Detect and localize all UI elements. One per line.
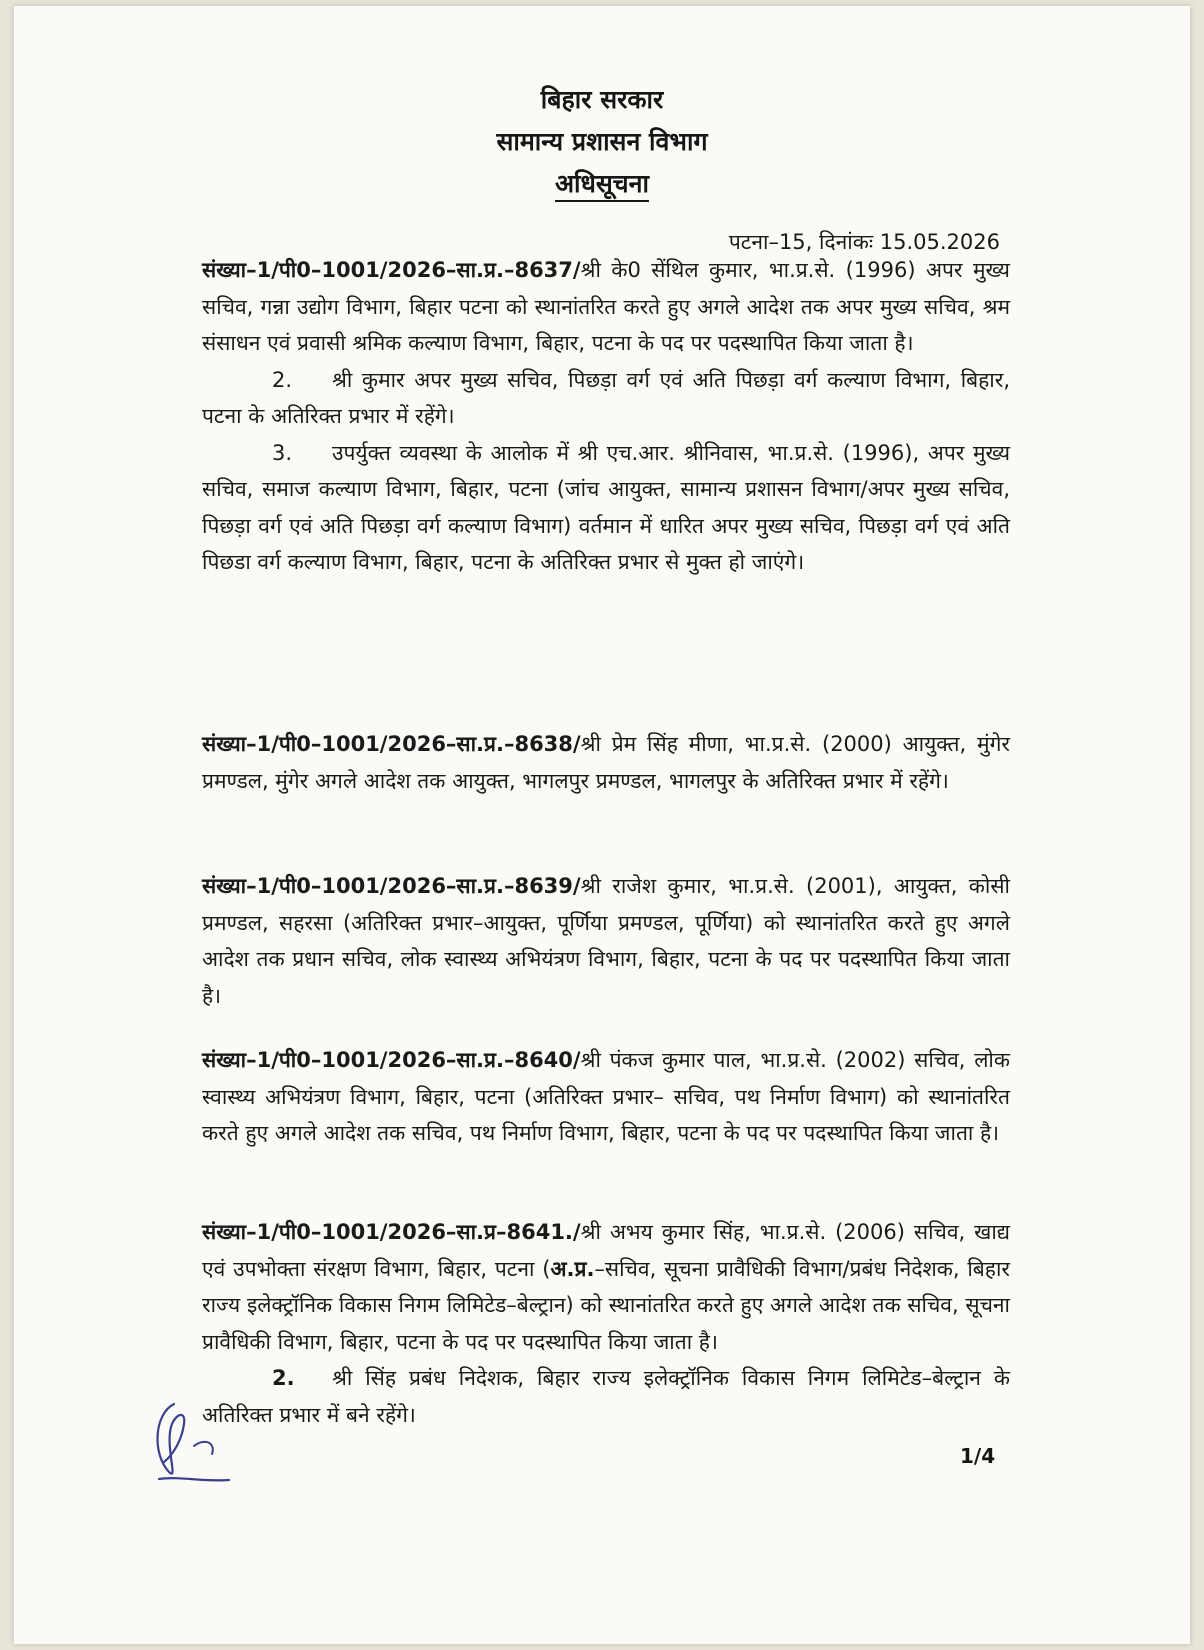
signature-mark bbox=[134, 1384, 244, 1494]
notification-title bbox=[14, 166, 1190, 200]
order-8640 bbox=[202, 1042, 1010, 1152]
order-reference: संख्या–1/पी0–1001/2026–सा.प्र.–8638/ bbox=[202, 732, 581, 756]
order-text: –सचिव, सूचना प्रावैधिकी विभाग/प्रबंध निदेशक, बिहार राज्य इलेक्ट्रॉनिक विकास निगम लिमिटेड–बेल्ट्रान) को स्थानांतरित करते हुए अगले आदेश तक सचिव, सूचना प्रावैधिकी विभाग, बिहार, पटना के पद पर पदस्थापित किया जाता है। bbox=[202, 1256, 1011, 1354]
order-paragraph bbox=[202, 1214, 1010, 1360]
sub-paragraph bbox=[202, 1360, 1010, 1433]
document-page bbox=[14, 6, 1190, 1644]
order-reference: संख्या–1/पी0–1001/2026–सा.प्र.–8640/ bbox=[202, 1048, 581, 1072]
order-8639 bbox=[202, 868, 1010, 1014]
order-8637 bbox=[202, 252, 1010, 581]
order-reference: संख्या–1/पी0–1001/2026–सा.प्र–8641./ bbox=[202, 1220, 581, 1244]
page-number: 1/4 bbox=[960, 1444, 996, 1468]
paragraph-number: 2. bbox=[272, 367, 293, 392]
notification-title-text: अधिसूचना bbox=[555, 169, 649, 202]
paragraph-text: उपर्युक्त व्यवस्था के आलोक में श्री एच.आर. श्रीनिवास, भा.प्र.से. (1996), अपर मुख्य सचिव, समाज कल्याण विभाग, बिहार, पटना (जांच आयुक्त, सामान्य प्रशासन विभाग/अपर मुख्य सचिव, पिछड़ा वर्ग एवं अति पिछड़ा वर्ग कल्याण विभाग) वर्तमान में धारित अपर मुख्य सचिव, पिछड़ा वर्ग एवं अति पिछडा वर्ग कल्याण विभाग, बिहार, पटना के अतिरिक्त प्रभार से मुक्त हो जाएंगे। bbox=[202, 440, 1010, 574]
paragraph-number: 2. bbox=[272, 1366, 295, 1390]
order-text: श्री राजेश कुमार, भा.प्र.से. (2001), आयुक्त, कोसी प्रमण्डल, सहरसा (अतिरिक्त प्रभार–आयुक्त, पूर्णिया प्रमण्डल, पूर्णिया) को स्थानांतरित करते हुए अगले आदेश तक प्रधान सचिव, लोक स्वास्थ्य अभियंत्रण विभाग, बिहार, पटना के पद पर पदस्थापित किया जाता है। bbox=[202, 874, 1010, 1008]
order-text-bold: अ.प्र. bbox=[550, 1256, 595, 1281]
government-title: बिहार सरकार bbox=[540, 85, 664, 114]
order-text: श्री पंकज कुमार पाल, भा.प्र.से. (2002) सचिव, लोक स्वास्थ्य अभियंत्रण विभाग, बिहार, पटना (अतिरिक्त प्रभार– सचिव, पथ निर्माण विभाग) को स्थानांतरित करते हुए अगले आदेश तक सचिव, पथ निर्माण विभाग, बिहार, पटना के पद पर पदस्थापित किया जाता है। bbox=[202, 1048, 1010, 1145]
order-text: श्री के0 सेंथिल कुमार, भा.प्र.से. (1996) अपर मुख्य सचिव, गन्ना उद्योग विभाग, बिहार पटना को स्थानांतरित करते हुए अगले आदेश तक अपर मुख्य सचिव, श्रम संसाधन एवं प्रवासी श्रमिक कल्याण विभाग, बिहार, पटना के पद पर पदस्थापित किया जाता है। bbox=[202, 258, 1010, 355]
order-text: श्री अभय कुमार सिंह, भा.प्र.से. (2006) सचिव, खाद्य एवं उपभोक्ता संरक्षण विभाग, बिहार, पटना ( bbox=[202, 1220, 1010, 1281]
order-8641 bbox=[202, 1214, 1010, 1433]
order-reference: संख्या–1/पी0–1001/2026–सा.प्र.–8637/ bbox=[202, 258, 581, 282]
place-date-line: पटना–15, दिनांकः 15.05.2026 bbox=[728, 230, 1000, 254]
paragraph-text: श्री सिंह प्रबंध निदेशक, बिहार राज्य इलेक्ट्रॉनिक विकास निगम लिमिटेड–बेल्ट्रान के अतिरिक्त प्रभार में बने रहेंगे। bbox=[202, 1366, 1010, 1427]
sub-paragraph bbox=[202, 362, 1010, 435]
sub-paragraph bbox=[202, 435, 1010, 581]
order-text: श्री प्रेम सिंह मीणा, भा.प्र.से. (2000) आयुक्त, मुंगेर प्रमण्डल, मुंगेर अगले आदेश तक आयुक्त, भागलपुर प्रमण्डल, भागलपुर के अतिरिक्त प्रभार में रहेंगे। bbox=[202, 732, 1010, 793]
paragraph-number: 3. bbox=[272, 440, 293, 465]
department-title: सामान्य प्रशासन विभाग bbox=[496, 127, 708, 156]
order-paragraph bbox=[202, 252, 1010, 362]
order-reference: संख्या–1/पी0–1001/2026–सा.प्र.–8639/ bbox=[202, 874, 581, 898]
order-8638 bbox=[202, 726, 1010, 799]
paragraph-text: श्री कुमार अपर मुख्य सचिव, पिछड़ा वर्ग एवं अति पिछड़ा वर्ग कल्याण विभाग, बिहार, पटना के अतिरिक्त प्रभार में रहेंगे। bbox=[202, 367, 1010, 428]
